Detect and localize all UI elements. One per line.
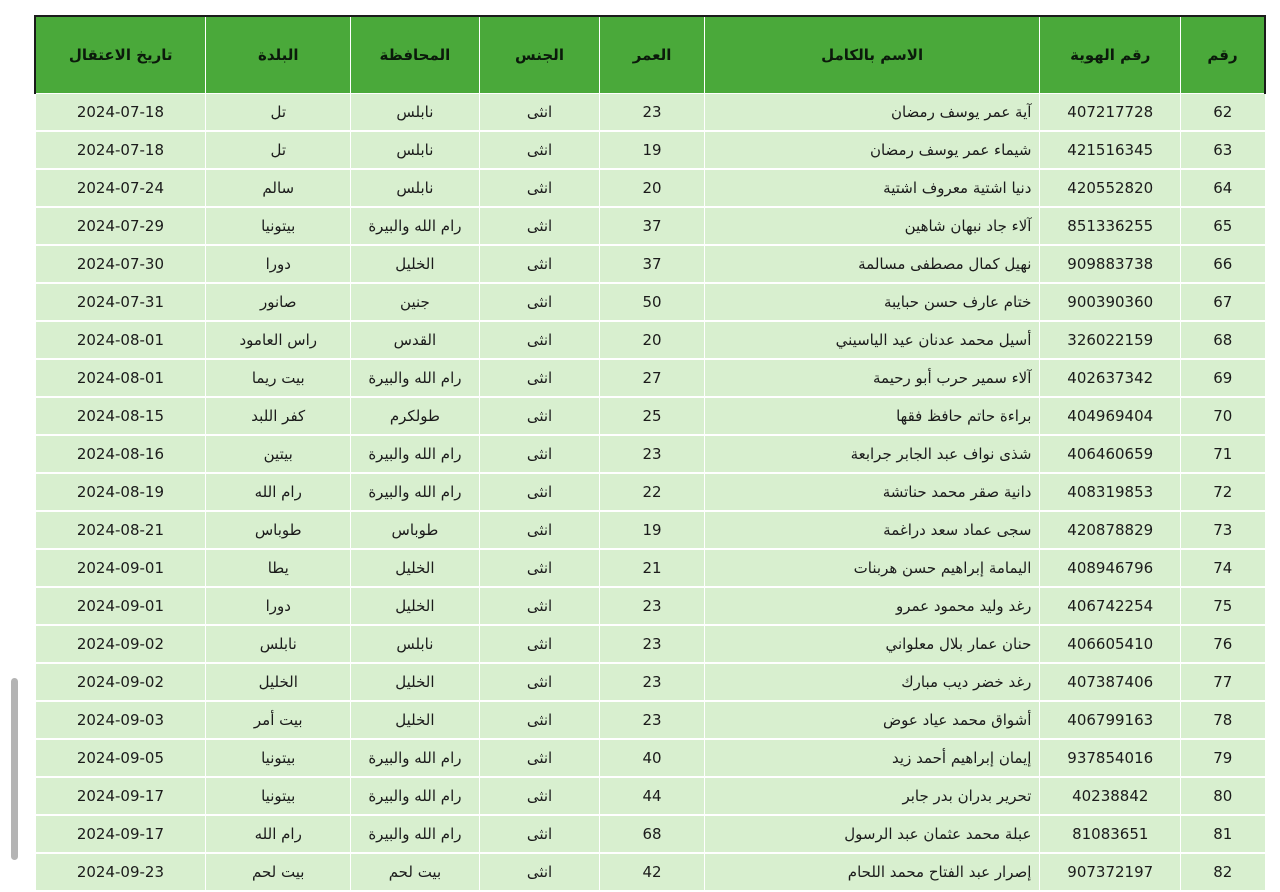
cell-id: 421516345 [1040, 131, 1181, 169]
table-row [35, 663, 1265, 701]
cell-town: بيت أمر [206, 701, 351, 739]
cell-date: 2024-08-16 [35, 435, 206, 473]
cell-gender: انثى [479, 853, 600, 891]
cell-town: صانور [206, 283, 351, 321]
cell-gender: انثى [479, 245, 600, 283]
header-row [35, 16, 1265, 94]
cell-num: 71 [1181, 435, 1265, 473]
cell-gender: انثى [479, 435, 600, 473]
cell-town: بيت لحم [206, 853, 351, 891]
cell-num: 63 [1181, 131, 1265, 169]
cell-id: 900390360 [1040, 283, 1181, 321]
cell-date: 2024-09-03 [35, 701, 206, 739]
cell-town: دورا [206, 587, 351, 625]
cell-gender: انثى [479, 94, 600, 132]
cell-date: 2024-08-01 [35, 321, 206, 359]
table-row [35, 397, 1265, 435]
cell-gender: انثى [479, 131, 600, 169]
cell-governorate: الخليل [351, 663, 480, 701]
table-row [35, 435, 1265, 473]
cell-governorate: نابلس [351, 131, 480, 169]
table-row [35, 739, 1265, 777]
cell-town: نابلس [206, 625, 351, 663]
cell-num: 70 [1181, 397, 1265, 435]
cell-date: 2024-07-24 [35, 169, 206, 207]
table-row [35, 511, 1265, 549]
cell-age: 20 [600, 169, 705, 207]
cell-age: 21 [600, 549, 705, 587]
cell-date: 2024-08-01 [35, 359, 206, 397]
cell-governorate: رام الله والبيرة [351, 473, 480, 511]
cell-num: 76 [1181, 625, 1265, 663]
table-row [35, 625, 1265, 663]
cell-governorate: نابلس [351, 94, 480, 132]
cell-name: رغد وليد محمود عمرو [704, 587, 1040, 625]
header-governorate: المحافظة [351, 16, 480, 94]
cell-date: 2024-07-30 [35, 245, 206, 283]
cell-governorate: طوباس [351, 511, 480, 549]
cell-num: 66 [1181, 245, 1265, 283]
cell-gender: انثى [479, 549, 600, 587]
cell-name: عبلة محمد عثمان عبد الرسول [704, 815, 1040, 853]
cell-name: دنيا اشتية معروف اشتية [704, 169, 1040, 207]
cell-date: 2024-09-17 [35, 815, 206, 853]
cell-id: 406460659 [1040, 435, 1181, 473]
header-id: رقم الهوية [1040, 16, 1181, 94]
cell-date: 2024-09-05 [35, 739, 206, 777]
cell-num: 82 [1181, 853, 1265, 891]
cell-name: نهيل كمال مصطفى مسالمة [704, 245, 1040, 283]
cell-id: 407217728 [1040, 94, 1181, 132]
cell-num: 78 [1181, 701, 1265, 739]
cell-town: بيت ريما [206, 359, 351, 397]
cell-age: 37 [600, 245, 705, 283]
cell-age: 23 [600, 625, 705, 663]
detainees-table-container [34, 15, 1266, 892]
cell-gender: انثى [479, 473, 600, 511]
cell-date: 2024-09-23 [35, 853, 206, 891]
header-date: تاريخ الاعتقال [35, 16, 206, 94]
cell-governorate: جنين [351, 283, 480, 321]
cell-governorate: رام الله والبيرة [351, 777, 480, 815]
cell-date: 2024-08-15 [35, 397, 206, 435]
cell-num: 81 [1181, 815, 1265, 853]
cell-governorate: الخليل [351, 245, 480, 283]
cell-gender: انثى [479, 777, 600, 815]
cell-age: 19 [600, 511, 705, 549]
cell-name: براءة حاتم حافظ فقها [704, 397, 1040, 435]
detainees-table [34, 15, 1266, 892]
cell-num: 62 [1181, 94, 1265, 132]
cell-num: 79 [1181, 739, 1265, 777]
cell-governorate: القدس [351, 321, 480, 359]
cell-date: 2024-07-31 [35, 283, 206, 321]
cell-id: 420878829 [1040, 511, 1181, 549]
cell-num: 75 [1181, 587, 1265, 625]
cell-age: 37 [600, 207, 705, 245]
header-town: البلدة [206, 16, 351, 94]
cell-id: 404969404 [1040, 397, 1181, 435]
cell-name: أسيل محمد عدنان عيد الياسيني [704, 321, 1040, 359]
cell-gender: انثى [479, 359, 600, 397]
table-row [35, 587, 1265, 625]
cell-gender: انثى [479, 397, 600, 435]
cell-governorate: بيت لحم [351, 853, 480, 891]
cell-num: 74 [1181, 549, 1265, 587]
cell-town: سالم [206, 169, 351, 207]
cell-governorate: نابلس [351, 169, 480, 207]
table-row [35, 169, 1265, 207]
cell-age: 42 [600, 853, 705, 891]
cell-date: 2024-09-02 [35, 625, 206, 663]
cell-name: ختام عارف حسن حبايبة [704, 283, 1040, 321]
table-row [35, 94, 1265, 132]
cell-gender: انثى [479, 283, 600, 321]
table-row [35, 207, 1265, 245]
cell-date: 2024-07-18 [35, 131, 206, 169]
cell-name: اليمامة إبراهيم حسن هربنات [704, 549, 1040, 587]
cell-governorate: طولكرم [351, 397, 480, 435]
cell-name: دانية صقر محمد حناتشة [704, 473, 1040, 511]
cell-town: راس العامود [206, 321, 351, 359]
cell-date: 2024-09-17 [35, 777, 206, 815]
header-name: الاسم بالكامل [704, 16, 1040, 94]
table-row [35, 359, 1265, 397]
cell-age: 19 [600, 131, 705, 169]
header-age: العمر [600, 16, 705, 94]
cell-num: 77 [1181, 663, 1265, 701]
cell-name: رغد خضر ديب مبارك [704, 663, 1040, 701]
table-header [35, 16, 1265, 94]
table-row [35, 473, 1265, 511]
cell-governorate: رام الله والبيرة [351, 815, 480, 853]
cell-id: 408319853 [1040, 473, 1181, 511]
cell-age: 25 [600, 397, 705, 435]
cell-age: 40 [600, 739, 705, 777]
cell-id: 408946796 [1040, 549, 1181, 587]
cell-id: 406742254 [1040, 587, 1181, 625]
cell-num: 69 [1181, 359, 1265, 397]
cell-gender: انثى [479, 321, 600, 359]
cell-id: 40238842 [1040, 777, 1181, 815]
cell-id: 406799163 [1040, 701, 1181, 739]
cell-age: 27 [600, 359, 705, 397]
cell-id: 406605410 [1040, 625, 1181, 663]
cell-age: 20 [600, 321, 705, 359]
cell-gender: انثى [479, 663, 600, 701]
table-row [35, 321, 1265, 359]
cell-age: 22 [600, 473, 705, 511]
cell-gender: انثى [479, 207, 600, 245]
cell-town: تل [206, 131, 351, 169]
cell-id: 907372197 [1040, 853, 1181, 891]
cell-governorate: الخليل [351, 587, 480, 625]
cell-name: إصرار عبد الفتاح محمد اللحام [704, 853, 1040, 891]
table-row [35, 777, 1265, 815]
header-num: رقم [1181, 16, 1265, 94]
cell-name: آية عمر يوسف رمضان [704, 94, 1040, 132]
cell-gender: انثى [479, 625, 600, 663]
table-row [35, 245, 1265, 283]
cell-id: 402637342 [1040, 359, 1181, 397]
table-row [35, 283, 1265, 321]
cell-gender: انثى [479, 739, 600, 777]
cell-name: حنان عمار بلال معلواني [704, 625, 1040, 663]
cell-governorate: رام الله والبيرة [351, 739, 480, 777]
cell-age: 50 [600, 283, 705, 321]
cell-date: 2024-08-21 [35, 511, 206, 549]
header-gender: الجنس [479, 16, 600, 94]
cell-town: تل [206, 94, 351, 132]
cell-name: تحرير بدران بدر جابر [704, 777, 1040, 815]
cell-town: رام الله [206, 815, 351, 853]
cell-date: 2024-08-19 [35, 473, 206, 511]
cell-governorate: نابلس [351, 625, 480, 663]
cell-age: 68 [600, 815, 705, 853]
cell-age: 23 [600, 435, 705, 473]
cell-age: 23 [600, 663, 705, 701]
cell-town: طوباس [206, 511, 351, 549]
table-row [35, 701, 1265, 739]
cell-name: أشواق محمد عياد عوض [704, 701, 1040, 739]
cell-age: 44 [600, 777, 705, 815]
cell-num: 68 [1181, 321, 1265, 359]
cell-town: يطا [206, 549, 351, 587]
cell-town: الخليل [206, 663, 351, 701]
table-row [35, 131, 1265, 169]
cell-governorate: رام الله والبيرة [351, 359, 480, 397]
table-row [35, 815, 1265, 853]
cell-name: آلاء سمير حرب أبو رحيمة [704, 359, 1040, 397]
cell-age: 23 [600, 587, 705, 625]
scrollbar-thumb[interactable] [11, 678, 18, 860]
cell-num: 65 [1181, 207, 1265, 245]
cell-num: 64 [1181, 169, 1265, 207]
cell-town: بيتونيا [206, 777, 351, 815]
cell-governorate: الخليل [351, 549, 480, 587]
cell-id: 420552820 [1040, 169, 1181, 207]
cell-num: 72 [1181, 473, 1265, 511]
cell-id: 326022159 [1040, 321, 1181, 359]
cell-gender: انثى [479, 511, 600, 549]
cell-town: رام الله [206, 473, 351, 511]
cell-name: سجى عماد سعد دراغمة [704, 511, 1040, 549]
cell-num: 73 [1181, 511, 1265, 549]
table-row [35, 549, 1265, 587]
cell-date: 2024-07-29 [35, 207, 206, 245]
cell-governorate: رام الله والبيرة [351, 207, 480, 245]
cell-id: 909883738 [1040, 245, 1181, 283]
cell-town: بيتين [206, 435, 351, 473]
cell-id: 81083651 [1040, 815, 1181, 853]
cell-name: آلاء جاد نبهان شاهين [704, 207, 1040, 245]
cell-id: 407387406 [1040, 663, 1181, 701]
cell-gender: انثى [479, 815, 600, 853]
cell-name: شذى نواف عبد الجابر جرابعة [704, 435, 1040, 473]
cell-date: 2024-09-01 [35, 587, 206, 625]
cell-date: 2024-09-01 [35, 549, 206, 587]
table-body [35, 94, 1265, 892]
cell-town: بيتونيا [206, 739, 351, 777]
cell-gender: انثى [479, 587, 600, 625]
cell-town: بيتونيا [206, 207, 351, 245]
cell-governorate: الخليل [351, 701, 480, 739]
cell-num: 80 [1181, 777, 1265, 815]
cell-id: 851336255 [1040, 207, 1181, 245]
cell-age: 23 [600, 94, 705, 132]
cell-age: 23 [600, 701, 705, 739]
cell-governorate: رام الله والبيرة [351, 435, 480, 473]
cell-name: إيمان إبراهيم أحمد زيد [704, 739, 1040, 777]
cell-gender: انثى [479, 701, 600, 739]
cell-id: 937854016 [1040, 739, 1181, 777]
cell-town: دورا [206, 245, 351, 283]
cell-date: 2024-09-02 [35, 663, 206, 701]
cell-date: 2024-07-18 [35, 94, 206, 132]
cell-name: شيماء عمر يوسف رمضان [704, 131, 1040, 169]
cell-town: كفر اللبد [206, 397, 351, 435]
table-row [35, 853, 1265, 891]
cell-gender: انثى [479, 169, 600, 207]
cell-num: 67 [1181, 283, 1265, 321]
